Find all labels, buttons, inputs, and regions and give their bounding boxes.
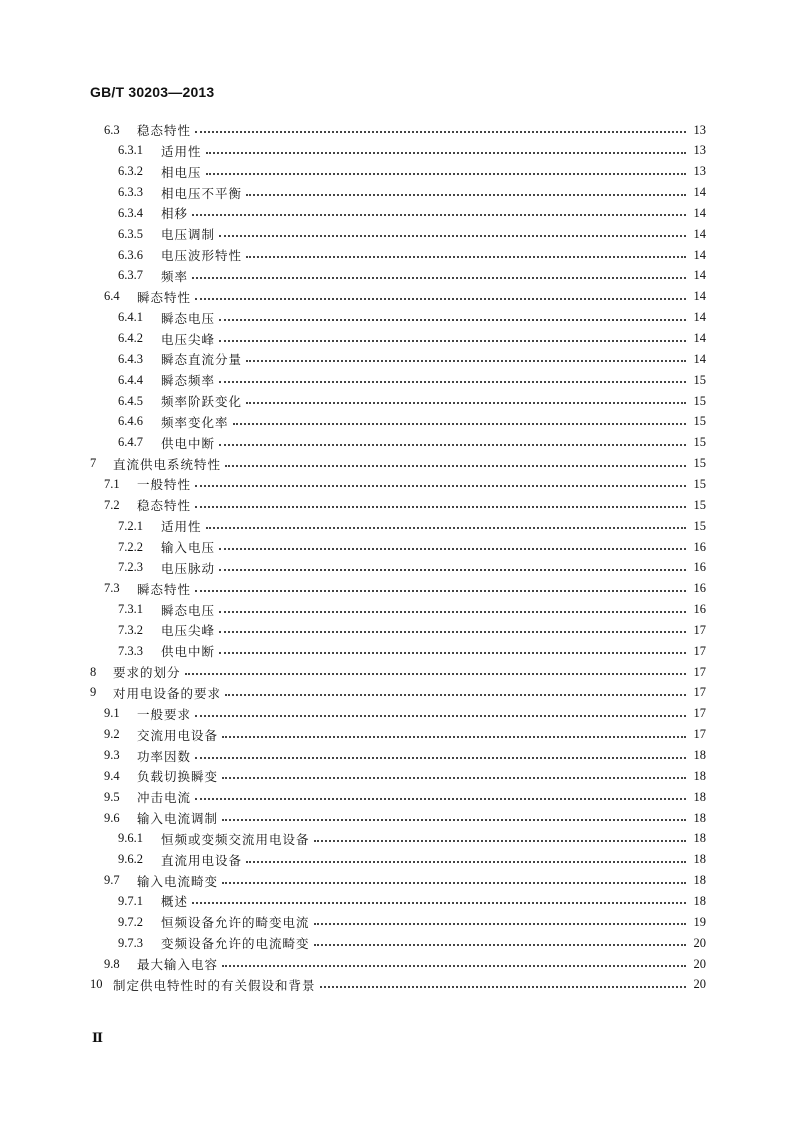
toc-entry-number: 9.6.1 xyxy=(118,831,143,846)
toc-leader-dots xyxy=(185,659,686,675)
toc-leader-dots xyxy=(222,868,686,884)
toc-leader-dots xyxy=(219,367,686,383)
toc-leader-dots xyxy=(222,763,686,779)
toc-entry-title: 稳态特性 xyxy=(137,498,192,514)
toc-entry-number: 9.7.1 xyxy=(118,893,143,908)
toc-entry-page: 18 xyxy=(693,768,706,783)
toc-leader-dots xyxy=(219,617,686,633)
toc-leader-dots xyxy=(192,263,686,279)
toc-entry[interactable] xyxy=(118,225,706,243)
toc-entry-number: 6.4 xyxy=(104,289,120,304)
toc-leader-dots xyxy=(219,597,686,613)
toc-entry-title: 电压波形特性 xyxy=(161,248,243,264)
toc-entry[interactable] xyxy=(104,705,706,723)
toc-leader-dots xyxy=(206,513,686,529)
toc-entry-title: 恒频或变频交流用电设备 xyxy=(161,831,310,847)
toc-entry-number: 6.4.3 xyxy=(118,351,143,366)
toc-entry-page: 14 xyxy=(693,185,706,200)
toc-entry-number: 6.3.2 xyxy=(118,164,143,179)
toc-entry-page: 14 xyxy=(693,310,706,325)
toc-leader-dots xyxy=(195,471,686,487)
toc-leader-dots xyxy=(246,388,686,404)
toc-entry-page: 15 xyxy=(693,435,706,450)
toc-leader-dots xyxy=(222,951,686,967)
toc-entry-number: 6.4.5 xyxy=(118,393,143,408)
toc-entry-number: 6.4.6 xyxy=(118,414,143,429)
toc-entry-number: 8 xyxy=(90,664,97,679)
toc-entry-title: 相移 xyxy=(161,206,189,222)
toc-entry-title: 概述 xyxy=(161,894,189,910)
toc-entry[interactable] xyxy=(118,350,706,368)
toc-entry[interactable] xyxy=(104,809,706,827)
toc-entry[interactable] xyxy=(118,330,706,348)
toc-entry-title: 相电压 xyxy=(161,164,202,180)
toc-entry-number: 9.7.2 xyxy=(118,914,143,929)
toc-entry[interactable] xyxy=(104,288,706,306)
toc-entry-number: 7.2.1 xyxy=(118,518,143,533)
toc-entry-page: 16 xyxy=(693,581,706,596)
toc-entry-page: 16 xyxy=(693,539,706,554)
toc-entry[interactable] xyxy=(104,726,706,744)
toc-entry[interactable] xyxy=(118,184,706,202)
toc-leader-dots xyxy=(225,451,686,467)
toc-entry-number: 6.3.4 xyxy=(118,205,143,220)
toc-entry[interactable] xyxy=(90,455,706,473)
toc-entry-number: 6.3 xyxy=(104,122,120,137)
toc-leader-dots xyxy=(222,805,686,821)
toc-entry-number: 7.1 xyxy=(104,476,120,491)
toc-leader-dots xyxy=(195,701,686,717)
toc-entry[interactable] xyxy=(104,955,706,973)
toc-entry-title: 适用性 xyxy=(161,519,202,535)
toc-entry[interactable] xyxy=(118,642,706,660)
toc-entry-title: 电压调制 xyxy=(161,227,216,243)
toc-entry-title: 频率 xyxy=(161,268,189,284)
toc-entry[interactable] xyxy=(118,913,706,931)
toc-entry-number: 9 xyxy=(90,685,97,700)
toc-entry-page: 15 xyxy=(693,456,706,471)
toc-entry[interactable] xyxy=(104,496,706,514)
toc-leader-dots xyxy=(320,972,686,988)
toc-leader-dots xyxy=(233,409,686,425)
toc-entry-number: 6.3.6 xyxy=(118,247,143,262)
toc-entry[interactable] xyxy=(118,621,706,639)
toc-entry[interactable] xyxy=(118,267,706,285)
toc-entry[interactable] xyxy=(118,163,706,181)
toc-entry-title: 瞬态特性 xyxy=(137,581,192,597)
toc-entry-title: 直流用电设备 xyxy=(161,852,243,868)
toc-entry-number: 7.3.1 xyxy=(118,602,143,617)
toc-entry-page: 14 xyxy=(693,351,706,366)
toc-entry[interactable] xyxy=(118,601,706,619)
toc-entry[interactable] xyxy=(104,872,706,890)
toc-entry[interactable] xyxy=(90,976,706,994)
toc-entry-title: 供电中断 xyxy=(161,644,216,660)
toc-leader-dots xyxy=(192,888,686,904)
toc-entry-title: 稳态特性 xyxy=(137,123,192,138)
standard-number-header: GB/T 30203—2013 xyxy=(90,84,215,100)
toc-entry-page: 15 xyxy=(693,393,706,408)
toc-entry-page: 13 xyxy=(693,143,706,158)
toc-entry-number: 6.3.5 xyxy=(118,226,143,241)
toc-entry-title: 一般特性 xyxy=(137,477,192,493)
toc-entry-number: 7.2.2 xyxy=(118,539,143,554)
toc-entry[interactable] xyxy=(118,559,706,577)
toc-leader-dots xyxy=(246,180,686,196)
toc-entry-page: 18 xyxy=(693,748,706,762)
toc-entry-page: 18 xyxy=(693,831,706,846)
toc-entry-page: 14 xyxy=(693,331,706,345)
toc-leader-dots xyxy=(219,221,686,237)
toc-entry-title: 适用性 xyxy=(161,143,202,159)
toc-entry-number: 9.6.2 xyxy=(118,852,143,867)
toc-entry-number: 7.2 xyxy=(104,497,120,512)
toc-leader-dots xyxy=(206,138,686,154)
toc-entry-page: 20 xyxy=(693,977,706,992)
toc-leader-dots xyxy=(195,284,686,300)
toc-entry-page: 17 xyxy=(693,727,706,742)
toc-entry-title: 电压尖峰 xyxy=(161,331,216,347)
toc-entry-page: 14 xyxy=(693,247,706,262)
toc-entry[interactable] xyxy=(118,892,706,910)
toc-entry-number: 10 xyxy=(90,977,103,992)
toc-leader-dots xyxy=(246,847,686,863)
toc-entry[interactable] xyxy=(118,517,706,535)
toc-entry-page: 20 xyxy=(693,935,706,950)
toc-leader-dots xyxy=(195,784,686,800)
toc-entry-page: 15 xyxy=(693,476,706,491)
toc-entry-title: 输入电流畸变 xyxy=(137,873,219,889)
toc-entry-title: 输入电压 xyxy=(161,540,216,555)
toc-entry-number: 6.4.1 xyxy=(118,310,143,325)
toc-entry[interactable] xyxy=(118,434,706,452)
toc-entry-number: 9.3 xyxy=(104,748,120,762)
toc-entry-number: 9.8 xyxy=(104,956,120,971)
toc-leader-dots xyxy=(192,200,686,216)
toc-entry-number: 6.4.2 xyxy=(118,331,143,345)
toc-entry-page: 13 xyxy=(693,122,706,137)
toc-entry-title: 恒频设备允许的畸变电流 xyxy=(161,915,310,931)
toc-entry-title: 输入电流调制 xyxy=(137,811,219,827)
toc-entry-page: 14 xyxy=(693,268,706,283)
toc-leader-dots xyxy=(195,576,686,592)
toc-entry-page: 17 xyxy=(693,643,706,658)
toc-entry-title: 瞬态特性 xyxy=(137,289,192,305)
toc-entry[interactable] xyxy=(118,142,706,160)
toc-entry[interactable] xyxy=(104,580,706,598)
toc-leader-dots xyxy=(206,159,686,175)
toc-leader-dots xyxy=(219,638,686,654)
page-number-roman: Ⅱ xyxy=(92,1030,103,1045)
toc-entry-number: 9.6 xyxy=(104,810,120,825)
toc-entry-number: 6.4.4 xyxy=(118,372,143,387)
toc-leader-dots xyxy=(195,743,686,759)
toc-leader-dots xyxy=(219,534,686,550)
toc-leader-dots xyxy=(314,909,686,925)
toc-entry-number: 9.1 xyxy=(104,706,120,721)
toc-entry-title: 负载切换瞬变 xyxy=(137,769,219,785)
toc-entry[interactable] xyxy=(118,371,706,389)
toc-entry-number: 6.3.7 xyxy=(118,268,143,283)
toc-entry-page: 17 xyxy=(693,664,706,679)
toc-entry-title: 冲击电流 xyxy=(137,790,192,806)
toc-entry-title: 瞬态电压 xyxy=(161,310,216,326)
toc-entry-title: 瞬态直流分量 xyxy=(161,352,243,368)
toc-leader-dots xyxy=(222,722,686,738)
toc-entry-page: 18 xyxy=(693,873,706,888)
toc-entry-page: 16 xyxy=(693,602,706,617)
toc-entry-number: 6.4.7 xyxy=(118,435,143,450)
toc-entry-page: 17 xyxy=(693,685,706,700)
toc-entry-page: 14 xyxy=(693,226,706,241)
toc-entry[interactable] xyxy=(118,538,706,556)
toc-entry-number: 6.3.1 xyxy=(118,143,143,158)
toc-entry-page: 15 xyxy=(693,414,706,429)
toc-entry[interactable] xyxy=(118,309,706,327)
toc-leader-dots xyxy=(195,492,686,508)
toc-entry[interactable] xyxy=(104,788,706,806)
toc-entry-number: 9.7 xyxy=(104,873,120,888)
toc-entry-page: 15 xyxy=(693,372,706,387)
toc-entry-number: 7 xyxy=(90,456,97,471)
toc-entry-number: 7.3 xyxy=(104,581,120,596)
toc-entry-page: 16 xyxy=(693,560,706,575)
toc-entry-page: 18 xyxy=(693,810,706,825)
toc-entry[interactable] xyxy=(104,475,706,493)
toc-entry-title: 频率阶跃变化 xyxy=(161,394,243,410)
toc-entry-number: 6.3.3 xyxy=(118,185,143,200)
toc-entry-title: 瞬态频率 xyxy=(161,373,216,389)
toc-entry[interactable] xyxy=(118,830,706,848)
toc-entry[interactable] xyxy=(90,663,706,681)
toc-entry[interactable] xyxy=(118,246,706,264)
toc-leader-dots xyxy=(219,555,686,571)
toc-leader-dots xyxy=(219,326,686,342)
toc-entry-title: 瞬态电压 xyxy=(161,602,216,618)
toc-leader-dots xyxy=(314,930,686,946)
toc-entry[interactable] xyxy=(118,413,706,431)
toc-entry-number: 7.3.3 xyxy=(118,643,143,658)
toc-entry-title: 供电中断 xyxy=(161,435,216,451)
toc-entry[interactable] xyxy=(118,392,706,410)
toc-entry-page: 20 xyxy=(693,956,706,971)
toc-entry-page: 13 xyxy=(693,164,706,179)
toc-entry-title: 要求的划分 xyxy=(113,665,181,681)
toc-entry-number: 9.4 xyxy=(104,768,120,783)
toc-entry-page: 17 xyxy=(693,622,706,637)
toc-entry-title: 电压脉动 xyxy=(161,560,216,576)
toc-entry-page: 14 xyxy=(693,205,706,220)
toc-entry-page: 18 xyxy=(693,789,706,804)
toc-entry[interactable] xyxy=(104,767,706,785)
toc-entry-title: 电压尖峰 xyxy=(161,623,216,639)
toc-entry-page: 17 xyxy=(693,706,706,721)
toc-entry-number: 9.2 xyxy=(104,727,120,742)
toc-entry[interactable] xyxy=(104,121,706,139)
toc-entry[interactable] xyxy=(118,851,706,869)
toc-leader-dots xyxy=(246,346,686,362)
toc-entry-page: 18 xyxy=(693,852,706,867)
toc-entry-title: 对用电设备的要求 xyxy=(113,685,222,701)
toc-leader-dots xyxy=(195,117,686,133)
toc-entry[interactable] xyxy=(90,684,706,702)
toc-entry-number: 7.3.2 xyxy=(118,622,143,637)
toc-leader-dots xyxy=(314,826,686,842)
toc-entry-title: 频率变化率 xyxy=(161,414,229,430)
toc-entry-title: 一般要求 xyxy=(137,706,192,722)
toc-entry[interactable] xyxy=(118,204,706,222)
toc-entry-page: 14 xyxy=(693,289,706,304)
toc-leader-dots xyxy=(219,430,686,446)
toc-entry-page: 18 xyxy=(693,893,706,908)
toc-entry[interactable] xyxy=(118,934,706,952)
toc-entry-page: 15 xyxy=(693,497,706,512)
toc-entry-title: 最大输入电容 xyxy=(137,957,219,972)
toc-leader-dots xyxy=(246,242,686,258)
toc-entry-title: 交流用电设备 xyxy=(137,727,219,743)
toc-entry-page: 19 xyxy=(693,914,706,929)
toc-entry-number: 9.7.3 xyxy=(118,935,143,950)
toc-entry-title: 功率因数 xyxy=(137,748,192,764)
toc-entry-title: 制定供电特性时的有关假设和背景 xyxy=(113,977,316,993)
toc-entry-number: 7.2.3 xyxy=(118,560,143,575)
toc-entry[interactable] xyxy=(104,747,706,765)
toc-entry-page: 15 xyxy=(693,518,706,533)
toc-entry-title: 相电压不平衡 xyxy=(161,185,243,201)
toc-entry-title: 变频设备允许的电流畸变 xyxy=(161,936,310,952)
toc-entry-number: 9.5 xyxy=(104,789,120,804)
toc-entry-title: 直流供电系统特性 xyxy=(113,456,222,472)
toc-leader-dots xyxy=(225,680,686,696)
toc-leader-dots xyxy=(219,305,686,321)
